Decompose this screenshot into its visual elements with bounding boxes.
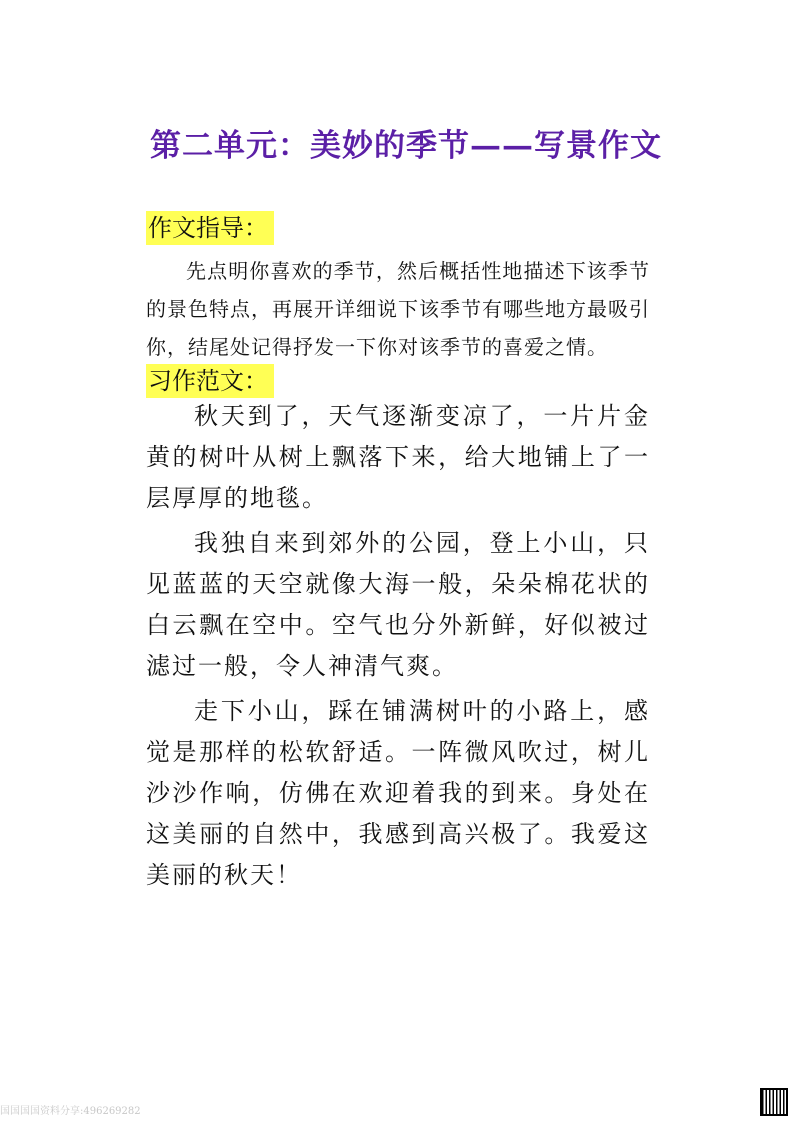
essay-paragraph-1: 秋天到了，天气逐渐变凉了，一片片金黄的树叶从树上飘落下来，给大地铺上了一层厚厚的地毯。 [146, 402, 650, 512]
guide-heading: 作文指导： [146, 211, 274, 245]
essay-paragraph-3: 走下小山，踩在铺满树叶的小路上，感觉是那样的松软舒适。一阵微风吹过，树儿沙沙作响，仿佛在欢迎着我的到来。身处在这美丽的自然中，我感到高兴极了。我爱这美丽的秋天！ [146, 697, 650, 889]
guide-text: 先点明你喜欢的季节，然后概括性地描述下该季节的景色特点，再展开详细说下该季节有哪些地方最吸引你，结尾处记得抒发一下你对该季节的喜爱之情。 [146, 259, 650, 359]
sample-heading: 习作范文： [146, 364, 274, 398]
guide-section [146, 252, 650, 366]
qr-code-icon [760, 1088, 788, 1116]
sample-essay [146, 396, 650, 900]
footer-watermark: 国国国国资料分享:496269282 [0, 1106, 141, 1117]
page-title: 第二单元：美妙的季节——写景作文 [150, 128, 662, 164]
essay-paragraph-2: 我独自来到郊外的公园，登上小山，只见蓝蓝的天空就像大海一般，朵朵棉花状的白云飘在空中。空气也分外新鲜，好似被过滤过一般，令人神清气爽。 [146, 529, 650, 680]
